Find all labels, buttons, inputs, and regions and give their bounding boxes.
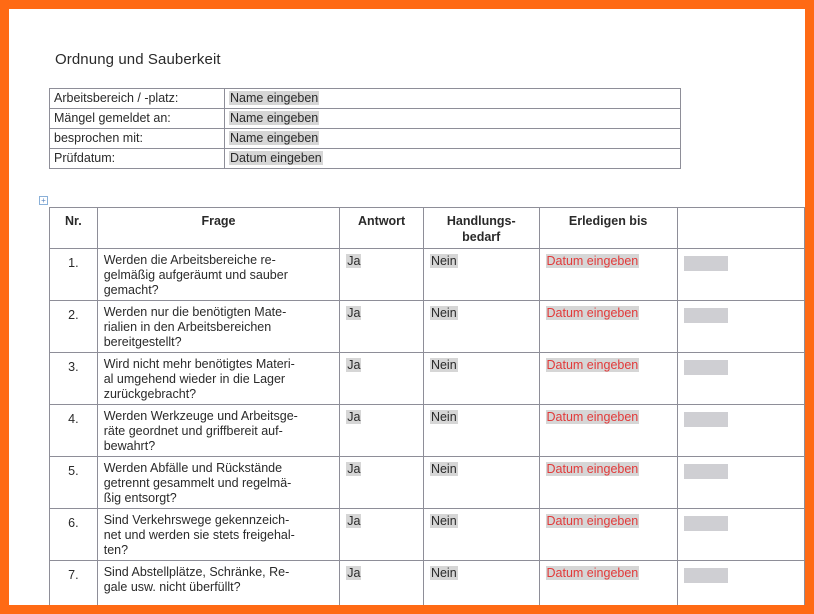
erledigen-cell — [539, 509, 677, 561]
question-line: Werden Werkzeuge und Arbeitsge- — [103, 409, 298, 423]
header-handlungsbedarf-line1: Handlungs- — [446, 214, 516, 228]
table-row — [50, 457, 805, 509]
header-nr: Nr. — [50, 208, 98, 249]
question-line: al umgehend wieder in die Lager — [103, 372, 286, 386]
question-line: Sind Abstellplätze, Schränke, Re- — [103, 565, 290, 579]
erledigen-cell — [539, 561, 677, 606]
question-cell — [97, 353, 340, 405]
date-field[interactable]: Datum eingeben — [546, 306, 639, 320]
empty-form-field[interactable] — [684, 568, 728, 583]
header-frage: Frage — [97, 208, 340, 249]
extra-cell — [677, 301, 804, 353]
erledigen-cell — [539, 405, 677, 457]
empty-form-field[interactable] — [684, 516, 728, 531]
table-row — [50, 301, 805, 353]
info-label: besprochen mit: — [50, 129, 225, 149]
date-field[interactable]: Datum eingeben — [546, 514, 639, 528]
question-cell — [97, 405, 340, 457]
table-row — [50, 353, 805, 405]
name-field[interactable]: Name eingeben — [230, 131, 319, 145]
empty-form-field[interactable] — [684, 308, 728, 323]
question-line: gale usw. nicht überfüllt? — [103, 580, 241, 594]
info-label: Arbeitsbereich / -platz: — [50, 89, 225, 109]
info-value-cell — [225, 89, 681, 109]
date-field[interactable]: Datum eingeben — [546, 254, 639, 268]
row-number: 7. — [50, 561, 98, 606]
row-number: 5. — [50, 457, 98, 509]
extra-cell — [677, 353, 804, 405]
handlungsbedarf-cell — [423, 457, 539, 509]
extra-cell — [677, 561, 804, 606]
nein-field[interactable]: Nein — [430, 514, 457, 528]
header-handlungsbedarf-line2: bedarf — [462, 230, 501, 244]
empty-form-field[interactable] — [684, 412, 728, 427]
handlungsbedarf-cell — [423, 509, 539, 561]
document-title: Ordnung und Sauberkeit — [55, 51, 221, 68]
antwort-cell — [340, 249, 424, 301]
header-handlungsbedarf — [423, 208, 539, 249]
date-field[interactable]: Datum eingeben — [546, 462, 639, 476]
antwort-cell — [340, 561, 424, 606]
row-number: 3. — [50, 353, 98, 405]
extra-cell — [677, 405, 804, 457]
row-number: 2. — [50, 301, 98, 353]
info-value-cell — [225, 149, 681, 169]
ja-field[interactable]: Ja — [347, 514, 361, 528]
header-antwort: Antwort — [340, 208, 424, 249]
antwort-cell — [340, 301, 424, 353]
date-field[interactable]: Datum eingeben — [546, 410, 639, 424]
empty-form-field[interactable] — [684, 464, 728, 479]
antwort-cell — [340, 509, 424, 561]
question-cell — [97, 561, 340, 606]
question-line: gemacht? — [103, 283, 159, 297]
table-row — [50, 249, 805, 301]
name-field[interactable]: Name eingeben — [230, 111, 319, 125]
info-row-pruefdatum — [50, 149, 681, 169]
extra-cell — [677, 509, 804, 561]
question-line: rialien in den Arbeitsbereichen — [103, 320, 272, 334]
document-page — [9, 9, 805, 605]
info-row-maengel — [50, 109, 681, 129]
ja-field[interactable]: Ja — [347, 410, 361, 424]
info-label: Mängel gemeldet an: — [50, 109, 225, 129]
erledigen-cell — [539, 249, 677, 301]
question-line: bewahrt? — [103, 439, 156, 453]
antwort-cell — [340, 405, 424, 457]
erledigen-cell — [539, 301, 677, 353]
nein-field[interactable]: Nein — [430, 566, 457, 580]
ja-field[interactable]: Ja — [347, 358, 361, 372]
info-value-cell — [225, 109, 681, 129]
question-line: gelmäßig aufgeräumt und sauber — [103, 268, 288, 282]
erledigen-cell — [539, 457, 677, 509]
question-line: Werden nur die benötigten Mate- — [103, 305, 287, 319]
table-row — [50, 405, 805, 457]
row-number: 1. — [50, 249, 98, 301]
date-field[interactable]: Datum eingeben — [230, 151, 322, 165]
question-line: Sind Verkehrswege gekennzeich- — [103, 513, 290, 527]
info-label: Prüfdatum: — [50, 149, 225, 169]
question-line: getrennt gesammelt und regelmä- — [103, 476, 292, 490]
question-line: ten? — [103, 543, 129, 557]
checklist-table — [49, 207, 805, 605]
handlungsbedarf-cell — [423, 301, 539, 353]
table-row — [50, 509, 805, 561]
name-field[interactable]: Name eingeben — [230, 91, 319, 105]
handlungsbedarf-cell — [423, 405, 539, 457]
question-cell — [97, 301, 340, 353]
nein-field[interactable]: Nein — [430, 254, 457, 268]
row-number: 6. — [50, 509, 98, 561]
header-extra — [677, 208, 804, 249]
info-table — [49, 88, 681, 169]
nein-field[interactable]: Nein — [430, 306, 457, 320]
empty-form-field[interactable] — [684, 360, 728, 375]
nein-field[interactable]: Nein — [430, 462, 457, 476]
table-header-row — [50, 208, 805, 249]
info-row-arbeitsbereich — [50, 89, 681, 109]
empty-form-field[interactable] — [684, 256, 728, 271]
question-line: net und werden sie stets freigehal- — [103, 528, 295, 542]
ja-field[interactable]: Ja — [347, 462, 361, 476]
question-line: Werden Abfälle und Rückstände — [103, 461, 283, 475]
extra-cell — [677, 457, 804, 509]
erledigen-cell — [539, 353, 677, 405]
ja-field[interactable]: Ja — [347, 566, 361, 580]
nein-field[interactable]: Nein — [430, 358, 457, 372]
nein-field[interactable]: Nein — [430, 410, 457, 424]
question-line: räte geordnet und griffbereit auf- — [103, 424, 283, 438]
question-line: Wird nicht mehr benötigtes Materi- — [103, 357, 295, 371]
question-line: Werden die Arbeitsbereiche re- — [103, 253, 276, 267]
antwort-cell — [340, 353, 424, 405]
antwort-cell — [340, 457, 424, 509]
header-erledigen-bis: Erledigen bis — [539, 208, 677, 249]
table-row — [50, 561, 805, 606]
question-cell — [97, 509, 340, 561]
question-cell — [97, 249, 340, 301]
info-row-besprochen — [50, 129, 681, 149]
info-value-cell — [225, 129, 681, 149]
handlungsbedarf-cell — [423, 249, 539, 301]
ja-field[interactable]: Ja — [347, 306, 361, 320]
question-line: bereitgestellt? — [103, 335, 182, 349]
ja-field[interactable]: Ja — [347, 254, 361, 268]
date-field[interactable]: Datum eingeben — [546, 566, 639, 580]
date-field[interactable]: Datum eingeben — [546, 358, 639, 372]
question-line: zurückgebracht? — [103, 387, 197, 401]
extra-cell — [677, 249, 804, 301]
question-line: ßig entsorgt? — [103, 491, 177, 505]
handlungsbedarf-cell — [423, 353, 539, 405]
handlungsbedarf-cell — [423, 561, 539, 606]
row-number: 4. — [50, 405, 98, 457]
question-cell — [97, 457, 340, 509]
table-move-handle-icon[interactable]: + — [39, 196, 48, 205]
